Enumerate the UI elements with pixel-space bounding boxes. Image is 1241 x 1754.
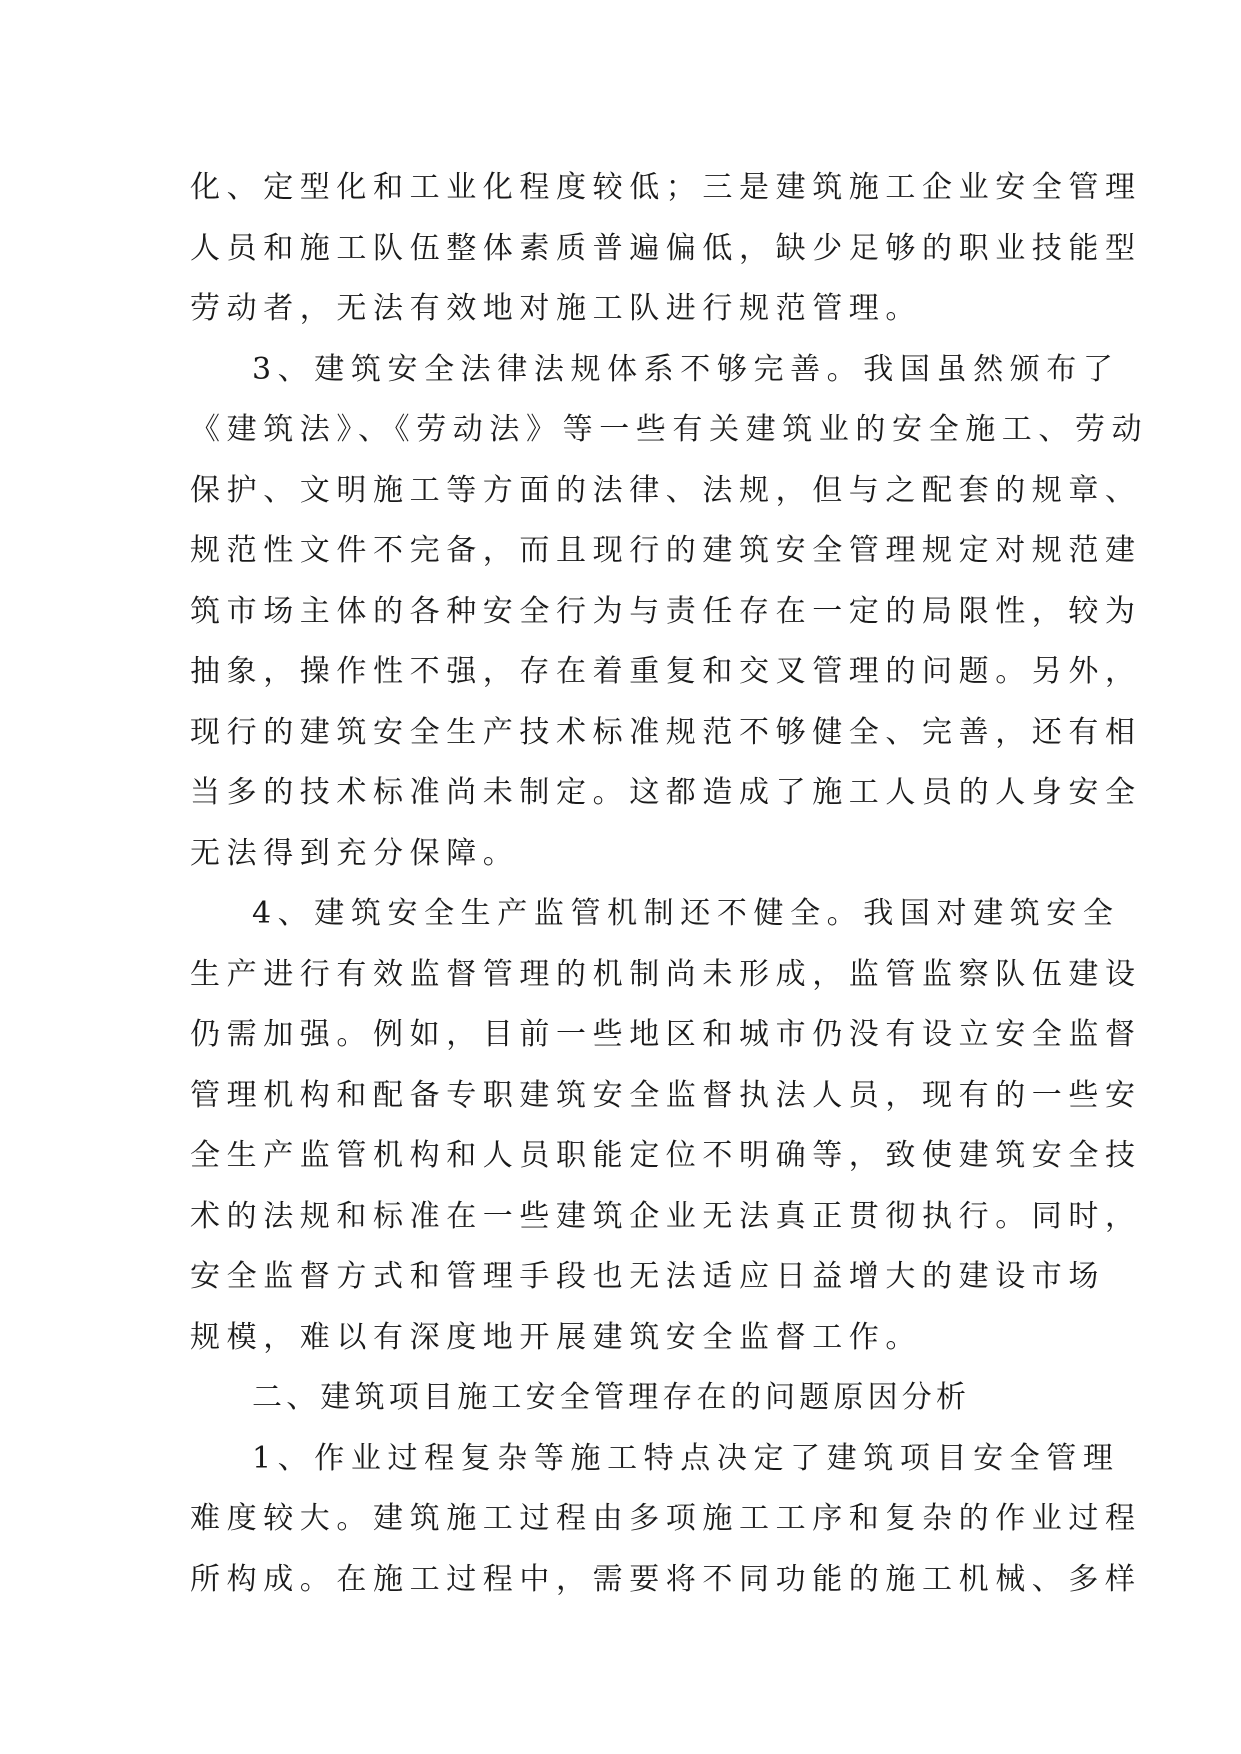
text-line: 无法得到充分保障。 bbox=[190, 835, 520, 871]
paragraph-3-start: 3、建筑安全法律法规体系不够完善。我国虽然颁布了 bbox=[252, 351, 1120, 387]
paragraph-4-start: 4、建筑安全生产监管机制还不健全。我国对建筑安全 bbox=[252, 896, 1120, 931]
text-line: 人员和施工队伍整体素质普遍偏低，缺少足够的职业技能型 bbox=[190, 230, 1142, 266]
section-heading: 二、建筑项目施工安全管理存在的问题原因分析 bbox=[252, 1380, 971, 1415]
text-line: 生产进行有效监督管理的机制尚未形成，监管监察队伍建设 bbox=[190, 956, 1142, 992]
text-line: 安全监督方式和管理手段也无法适应日益增大的建设市场 bbox=[190, 1259, 1105, 1294]
text-line: 所构成。在施工过程中，需要将不同功能的施工机械、多样 bbox=[190, 1561, 1142, 1597]
text-line: 抽象，操作性不强，存在着重复和交叉管理的问题。另外， bbox=[190, 654, 1142, 689]
text-line: 当多的技术标准尚未制定。这都造成了施工人员的人身安全 bbox=[190, 775, 1142, 810]
body-text bbox=[190, 158, 1149, 1610]
text-line: 化、定型化和工业化程度较低；三是建筑施工企业安全管理 bbox=[190, 170, 1142, 205]
text-line: 《建筑法》、《劳动法》等一些有关建筑业的安全施工、劳动 bbox=[190, 412, 1149, 447]
text-line: 劳动者，无法有效地对施工队进行规范管理。 bbox=[190, 291, 922, 326]
text-line: 全生产监管机构和人员职能定位不明确等，致使建筑安全技 bbox=[190, 1138, 1142, 1173]
text-line: 管理机构和配备专职建筑安全监督执法人员，现有的一些安 bbox=[190, 1077, 1142, 1113]
text-line: 现行的建筑安全生产技术标准规范不够健全、完善，还有相 bbox=[190, 714, 1142, 750]
text-line: 难度较大。建筑施工过程由多项施工工序和复杂的作业过程 bbox=[190, 1501, 1142, 1536]
text-line: 保护、文明施工等方面的法律、法规，但与之配套的规章、 bbox=[190, 472, 1142, 508]
text-line: 筑市场主体的各种安全行为与责任存在一定的局限性，较为 bbox=[190, 593, 1142, 629]
text-line: 术的法规和标准在一些建筑企业无法真正贯彻执行。同时， bbox=[190, 1198, 1142, 1234]
text-line: 仍需加强。例如，目前一些地区和城市仍没有设立安全监督 bbox=[190, 1017, 1142, 1052]
text-line: 规范性文件不完备，而且现行的建筑安全管理规定对规范建 bbox=[190, 533, 1142, 568]
paragraph-1-start: 1、作业过程复杂等施工特点决定了建筑项目安全管理 bbox=[252, 1440, 1120, 1476]
text-line: 规模，难以有深度地开展建筑安全监督工作。 bbox=[190, 1319, 922, 1355]
